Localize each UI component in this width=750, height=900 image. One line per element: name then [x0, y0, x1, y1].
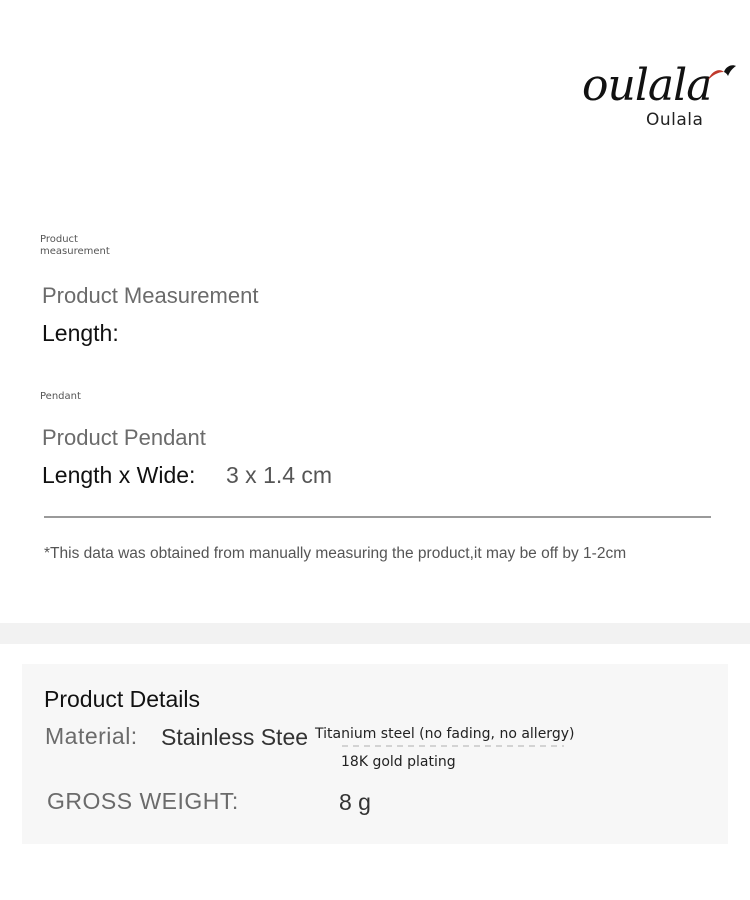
leaf-icon — [704, 62, 738, 86]
measurement-note: *This data was obtained from manually measuring the product,it may be off by 1-2cm — [44, 545, 627, 562]
details-title: Product Details — [44, 686, 200, 712]
material-value: Stainless Stee — [161, 724, 309, 750]
material-note-line1: Titanium steel (no fading, no allergy) — [315, 726, 575, 742]
pendant-small-label: Pendant — [40, 391, 81, 402]
logo-wordmark: oulala — [582, 60, 712, 111]
weight-label: GROSS WEIGHT: — [47, 788, 239, 814]
weight-value: 8 g — [339, 789, 371, 815]
size-value: 3 x 1.4 cm — [226, 462, 333, 488]
measurement-title: Product Measurement — [42, 283, 259, 308]
size-label: Length x Wide: — [42, 462, 196, 488]
material-label: Material: — [45, 723, 138, 749]
divider — [44, 516, 711, 518]
measurement-small-label: Product measurement — [40, 234, 110, 257]
brand-logo — [582, 60, 742, 135]
pendant-title: Product Pendant — [42, 425, 206, 450]
section-separator — [0, 623, 750, 644]
length-label: Length: — [42, 320, 119, 346]
faint-strikethrough — [342, 745, 564, 747]
material-note-line2: 18K gold plating — [341, 754, 456, 770]
logo-subtitle: Oulala — [646, 110, 704, 130]
